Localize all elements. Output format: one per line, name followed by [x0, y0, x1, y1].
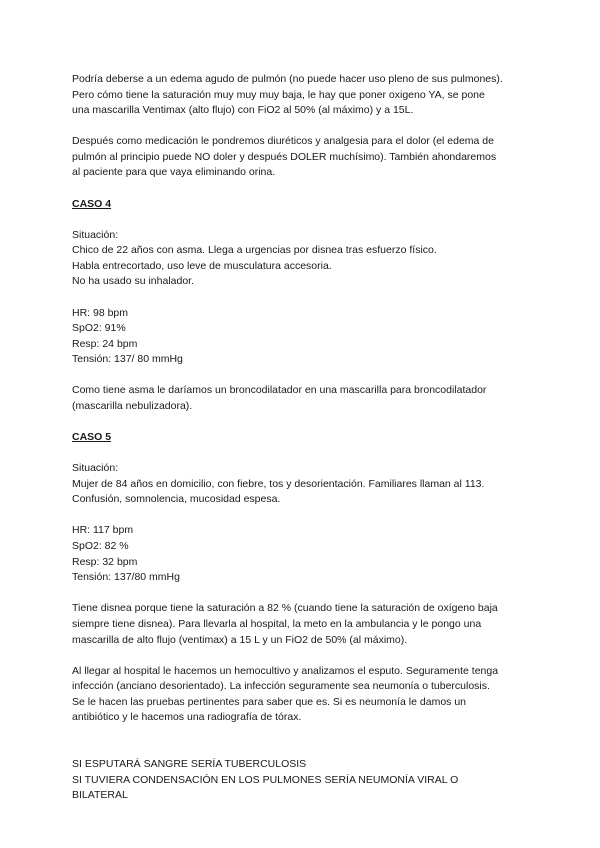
caso-5-vitals: [72, 523, 532, 585]
text-line: Tiene disnea porque tiene la saturación a 82 % (cuando tiene la saturación de oxígeno baja: [72, 602, 498, 615]
text-line: pulmón al principio puede NO doler y después DOLER muchísimo). También ahondaremos: [72, 150, 497, 163]
text-line: Chico de 22 años con asma. Llega a urgencias por disnea tras esfuerzo físico.: [72, 244, 437, 257]
text-line: Podría deberse a un edema agudo de pulmón (no puede hacer uso pleno de sus pulmones).: [72, 73, 503, 85]
text-line: al paciente para que vaya eliminando orina.: [72, 166, 276, 179]
caps-conclusion: [72, 757, 532, 804]
text-line: una mascarilla Ventimax (alto flujo) con FiO2 al 50% (al máximo) y a 15L.: [72, 104, 414, 117]
vital-tension: Tensión: 137/80 mmHg: [72, 571, 180, 584]
text-line: Pero cómo tiene la saturación muy muy muy baja, le hay que poner oxigeno YA, se pone: [72, 88, 485, 101]
text-line: BILATERAL: [72, 789, 128, 802]
caso-5-heading: CASO 5: [72, 431, 112, 444]
text-line: Como tiene asma le daríamos un broncodilatador en una mascarilla para broncodilatador: [72, 384, 487, 397]
caso-4-treatment: [72, 383, 532, 414]
text-line: Situación:: [72, 462, 119, 475]
vital-hr: HR: 117 bpm: [72, 524, 134, 537]
text-line: SI TUVIERA CONDENSACIÓN EN LOS PULMONES SERÍA NEUMONÍA VIRAL O: [72, 773, 459, 786]
caso-5-disnea: [72, 601, 532, 648]
caso-5-hospital: [72, 664, 532, 726]
text-line: antibiótico y le hacemos una radiografía de tórax.: [72, 711, 302, 724]
text-line: Al llegar al hospital le hacemos un hemocultivo y analizamos el esputo. Seguramente tenga: [72, 664, 499, 677]
paragraph-medicacion: [72, 134, 532, 181]
text-line: Confusión, somnolencia, mucosidad espesa.: [72, 493, 281, 506]
text-line: Se le hacen las pruebas pertinentes para saber que es. Si es neumonía le damos un: [72, 695, 467, 708]
vital-resp: Resp: 24 bpm: [72, 337, 138, 350]
vital-resp: Resp: 32 bpm: [72, 555, 138, 568]
vital-tension: Tensión: 137/ 80 mmHg: [72, 353, 183, 366]
caso-4-situacion: [72, 228, 532, 290]
vital-hr: HR: 98 bpm: [72, 306, 129, 319]
text-line: Mujer de 84 años en domicilio, con fiebre, tos y desorientación. Familiares llaman al 113.: [72, 477, 485, 490]
text-line: Después como medicación le pondremos diuréticos y analgesia para el dolor (el edema de: [72, 135, 494, 148]
vital-spo2: SpO2: 91%: [72, 322, 126, 335]
paragraph-edema: [72, 72, 532, 119]
caso-5-situacion: [72, 461, 532, 508]
text-line: mascarilla de alto flujo (ventimax) a 15 L y un FiO2 de 50% (al máximo).: [72, 633, 408, 646]
text-line: No ha usado su inhalador.: [72, 275, 195, 288]
document-page: [72, 72, 532, 804]
caso-4-vitals: [72, 306, 532, 368]
caso-4-heading: CASO 4: [72, 197, 112, 210]
text-line: siempre tiene disnea). Para llevarla al hospital, la meto en la ambulancia y le pongo una: [72, 617, 482, 630]
text-line: (mascarilla nebulizadora).: [72, 400, 193, 412]
vital-spo2: SpO2: 82 %: [72, 540, 129, 553]
text-line: Habla entrecortado, uso leve de musculatura accesoria.: [72, 259, 332, 272]
text-line: Situación:: [72, 228, 119, 241]
text-line: infección (anciano desorientado). La infección seguramente sea neumonía o tuberculosis.: [72, 680, 490, 693]
text-line: SI ESPUTARÁ SANGRE SERÍA TUBERCULOSIS: [72, 758, 307, 770]
